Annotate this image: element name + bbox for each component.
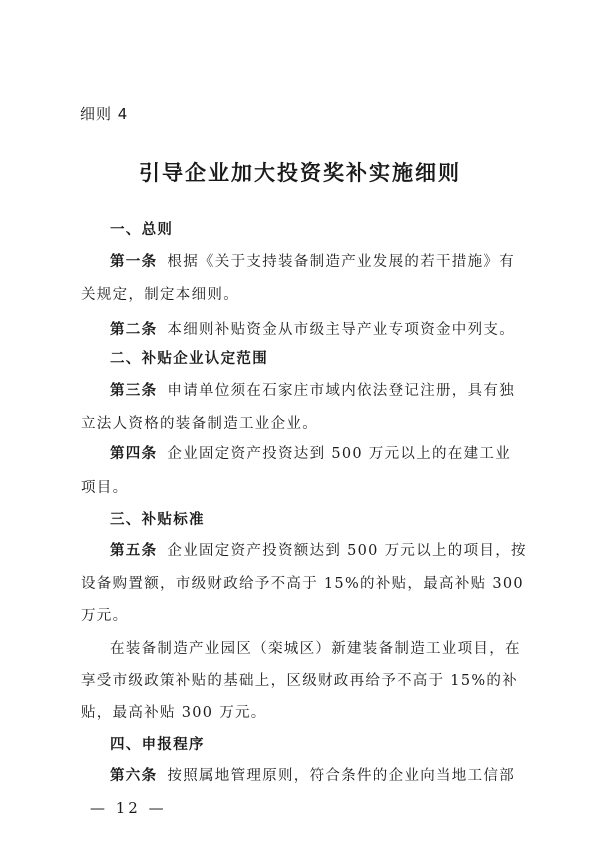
article-3-label: 第三条 [110, 383, 158, 399]
article-5-line-2: 设备购置额，市级财政给予不高于 15%的补贴，最高补贴 300 [81, 576, 524, 592]
article-1-text: 根据《关于支持装备制造产业发展的若干措施》有 [167, 254, 516, 270]
document-title: 引导企业加大投资奖补实施细则 [139, 161, 461, 185]
article-5-line-3: 万元。 [81, 608, 129, 624]
article-2-text: 本细则补贴资金从市级主导产业专项资金中列支。 [167, 322, 516, 338]
article-5-label: 第五条 [110, 543, 158, 559]
article-4-line-2: 项目。 [81, 480, 129, 496]
section-heading-standard: 三、补贴标准 [110, 512, 205, 528]
paragraph-line-2: 享受市级政策补贴的基础上，区级财政再给予不高于 15%的补 [81, 673, 519, 689]
article-4-label: 第四条 [110, 446, 158, 462]
article-4-text: 企业固定资产投资达到 500 万元以上的在建工业 [167, 446, 511, 462]
paragraph-line-3: 贴，最高补贴 300 万元。 [81, 705, 267, 721]
document-label: 细则 4 [80, 105, 129, 123]
article-2-label: 第二条 [110, 322, 158, 338]
section-heading-scope: 二、补贴企业认定范围 [110, 351, 268, 367]
article-1-line-2: 关规定，制定本细则。 [81, 287, 239, 303]
section-heading-general: 一、总则 [110, 222, 174, 238]
article-3-line-2: 立法人资格的装备制造工业企业。 [81, 416, 318, 432]
article-6-line-1 [110, 766, 521, 786]
article-1-label: 第一条 [110, 254, 158, 270]
article-6-label: 第六条 [110, 768, 158, 784]
article-3-text: 申请单位须在石家庄市域内依法登记注册，具有独 [167, 383, 516, 399]
article-5-text: 企业固定资产投资额达到 500 万元以上的项目，按 [167, 543, 527, 559]
article-4-line-1 [110, 444, 521, 464]
section-heading-procedure: 四、申报程序 [110, 737, 205, 753]
article-3-line-1 [110, 381, 521, 401]
article-1-line-1 [110, 252, 521, 272]
article-5-line-1 [110, 541, 527, 561]
article-6-text: 按照属地管理原则，符合条件的企业向当地工信部 [167, 768, 516, 784]
page-number: — 12 — [90, 799, 167, 817]
article-2-line-1 [110, 320, 521, 340]
paragraph-line-1: 在装备制造产业园区（栾城区）新建装备制造工业项目，在 [110, 641, 521, 657]
